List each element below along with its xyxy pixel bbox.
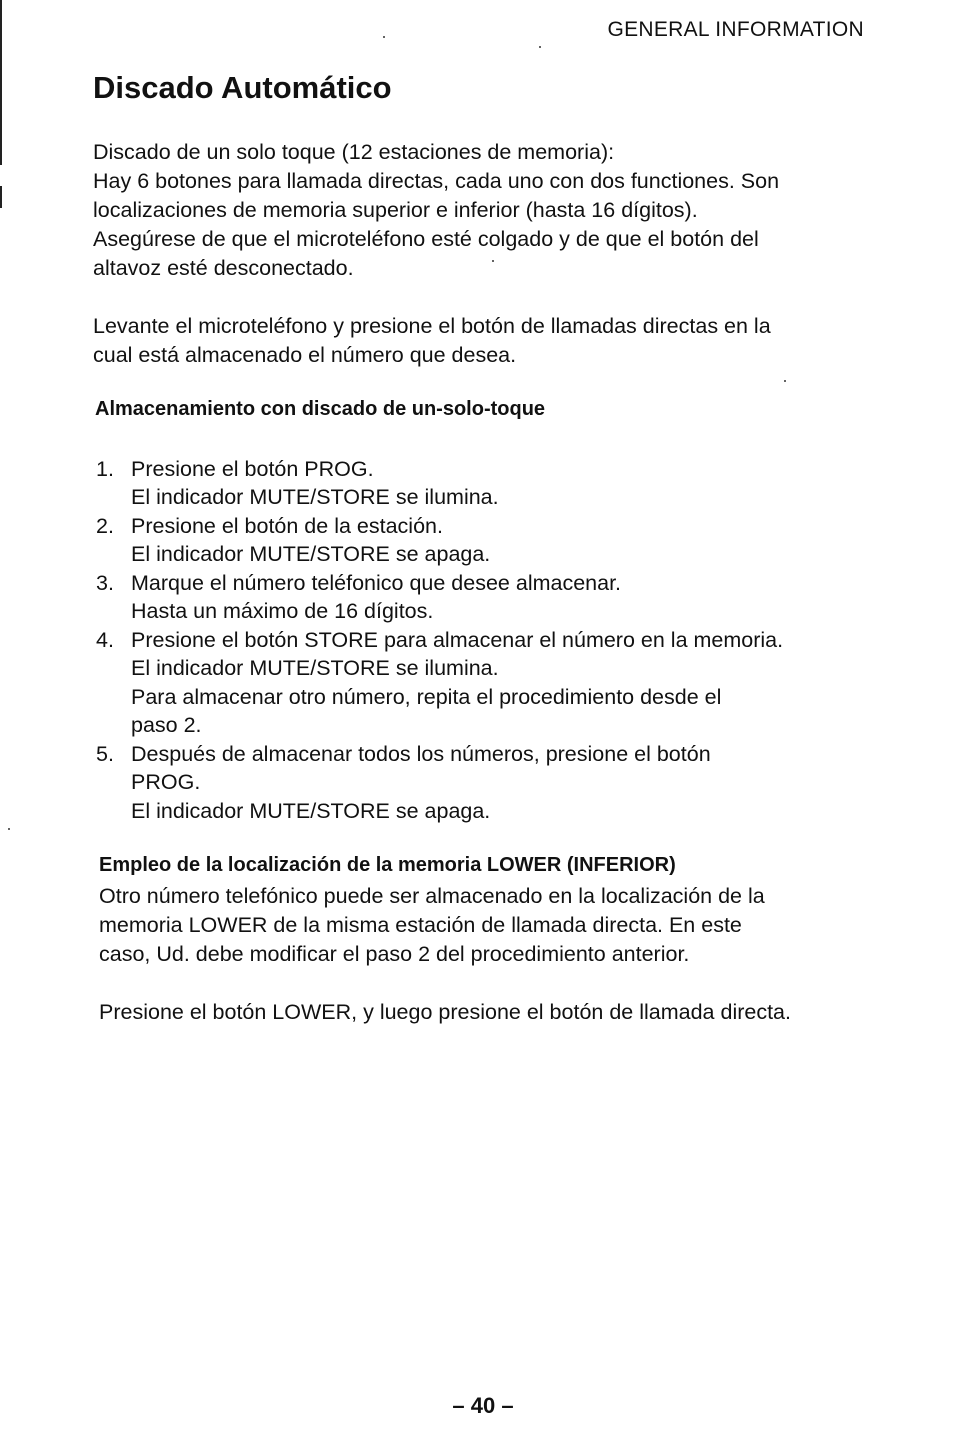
- page-number: – 40 –: [452, 1393, 514, 1418]
- scan-speck: [492, 260, 494, 262]
- intro-paragraph-line: cual está almacenado el número que desea.: [93, 343, 517, 367]
- step-number: 3.: [96, 571, 114, 595]
- step-detail: El indicador MUTE/STORE se apaga.: [131, 799, 491, 823]
- lower-heading: Empleo de la localización de la memoria LOWER (INFERIOR): [99, 854, 676, 876]
- section-header: GENERAL INFORMATION: [607, 18, 864, 41]
- step-item: [96, 626, 783, 655]
- step-item: [96, 455, 374, 484]
- step-detail: Para almacenar otro número, repita el procedimiento desde el: [131, 685, 722, 709]
- intro-paragraph-line: Levante el microteléfono y presione el botón de llamadas directas en la: [93, 314, 771, 338]
- intro-line: altavoz esté desconectado.: [93, 256, 354, 280]
- step-number: 5.: [96, 742, 114, 766]
- scan-edge-mark: [0, 186, 2, 208]
- step-text: Después de almacenar todos los números, presione el botón: [131, 742, 711, 766]
- step-number: 2.: [96, 514, 114, 538]
- scan-speck: [784, 380, 786, 382]
- step-detail: El indicador MUTE/STORE se ilumina.: [131, 485, 499, 509]
- scan-speck: [539, 46, 541, 48]
- step-detail: paso 2.: [131, 713, 202, 737]
- lower-line: caso, Ud. debe modificar el paso 2 del procedimiento anterior.: [99, 942, 690, 966]
- step-detail: El indicador MUTE/STORE se ilumina.: [131, 656, 499, 680]
- intro-line: Asegúrese de que el microteléfono esté colgado y de que el botón del: [93, 227, 759, 251]
- step-item: [96, 512, 443, 541]
- step-text: Presione el botón PROG.: [131, 457, 374, 481]
- lower-final-instruction: Presione el botón LOWER, y luego presione el botón de llamada directa.: [99, 1000, 791, 1024]
- step-number: 4.: [96, 628, 114, 652]
- step-text: Presione el botón STORE para almacenar el número en la memoria.: [131, 628, 784, 652]
- scan-edge-mark: [0, 0, 2, 165]
- page-title: Discado Automático: [93, 70, 392, 105]
- lower-line: memoria LOWER de la misma estación de llamada directa. En este: [99, 913, 742, 937]
- step-text: Marque el número teléfonico que desee almacenar.: [131, 571, 622, 595]
- step-item: [96, 569, 621, 598]
- lower-line: Otro número telefónico puede ser almacenado en la localización de la: [99, 884, 765, 908]
- step-text: Presione el botón de la estación.: [131, 514, 443, 538]
- intro-line: Hay 6 botones para llamada directas, cada uno con dos functiones. Son: [93, 169, 780, 193]
- step-detail: El indicador MUTE/STORE se apaga.: [131, 542, 491, 566]
- step-detail: PROG.: [131, 770, 201, 794]
- storage-heading: Almacenamiento con discado de un-solo-toque: [95, 398, 546, 420]
- step-detail: Hasta un máximo de 16 dígitos.: [131, 599, 434, 623]
- scan-speck: [383, 36, 385, 38]
- intro-line: localizaciones de memoria superior e inferior (hasta 16 dígitos).: [93, 198, 698, 222]
- step-item: [96, 740, 711, 769]
- intro-line: Discado de un solo toque (12 estaciones de memoria):: [93, 140, 615, 164]
- scan-speck: [8, 828, 10, 830]
- step-number: 1.: [96, 457, 114, 481]
